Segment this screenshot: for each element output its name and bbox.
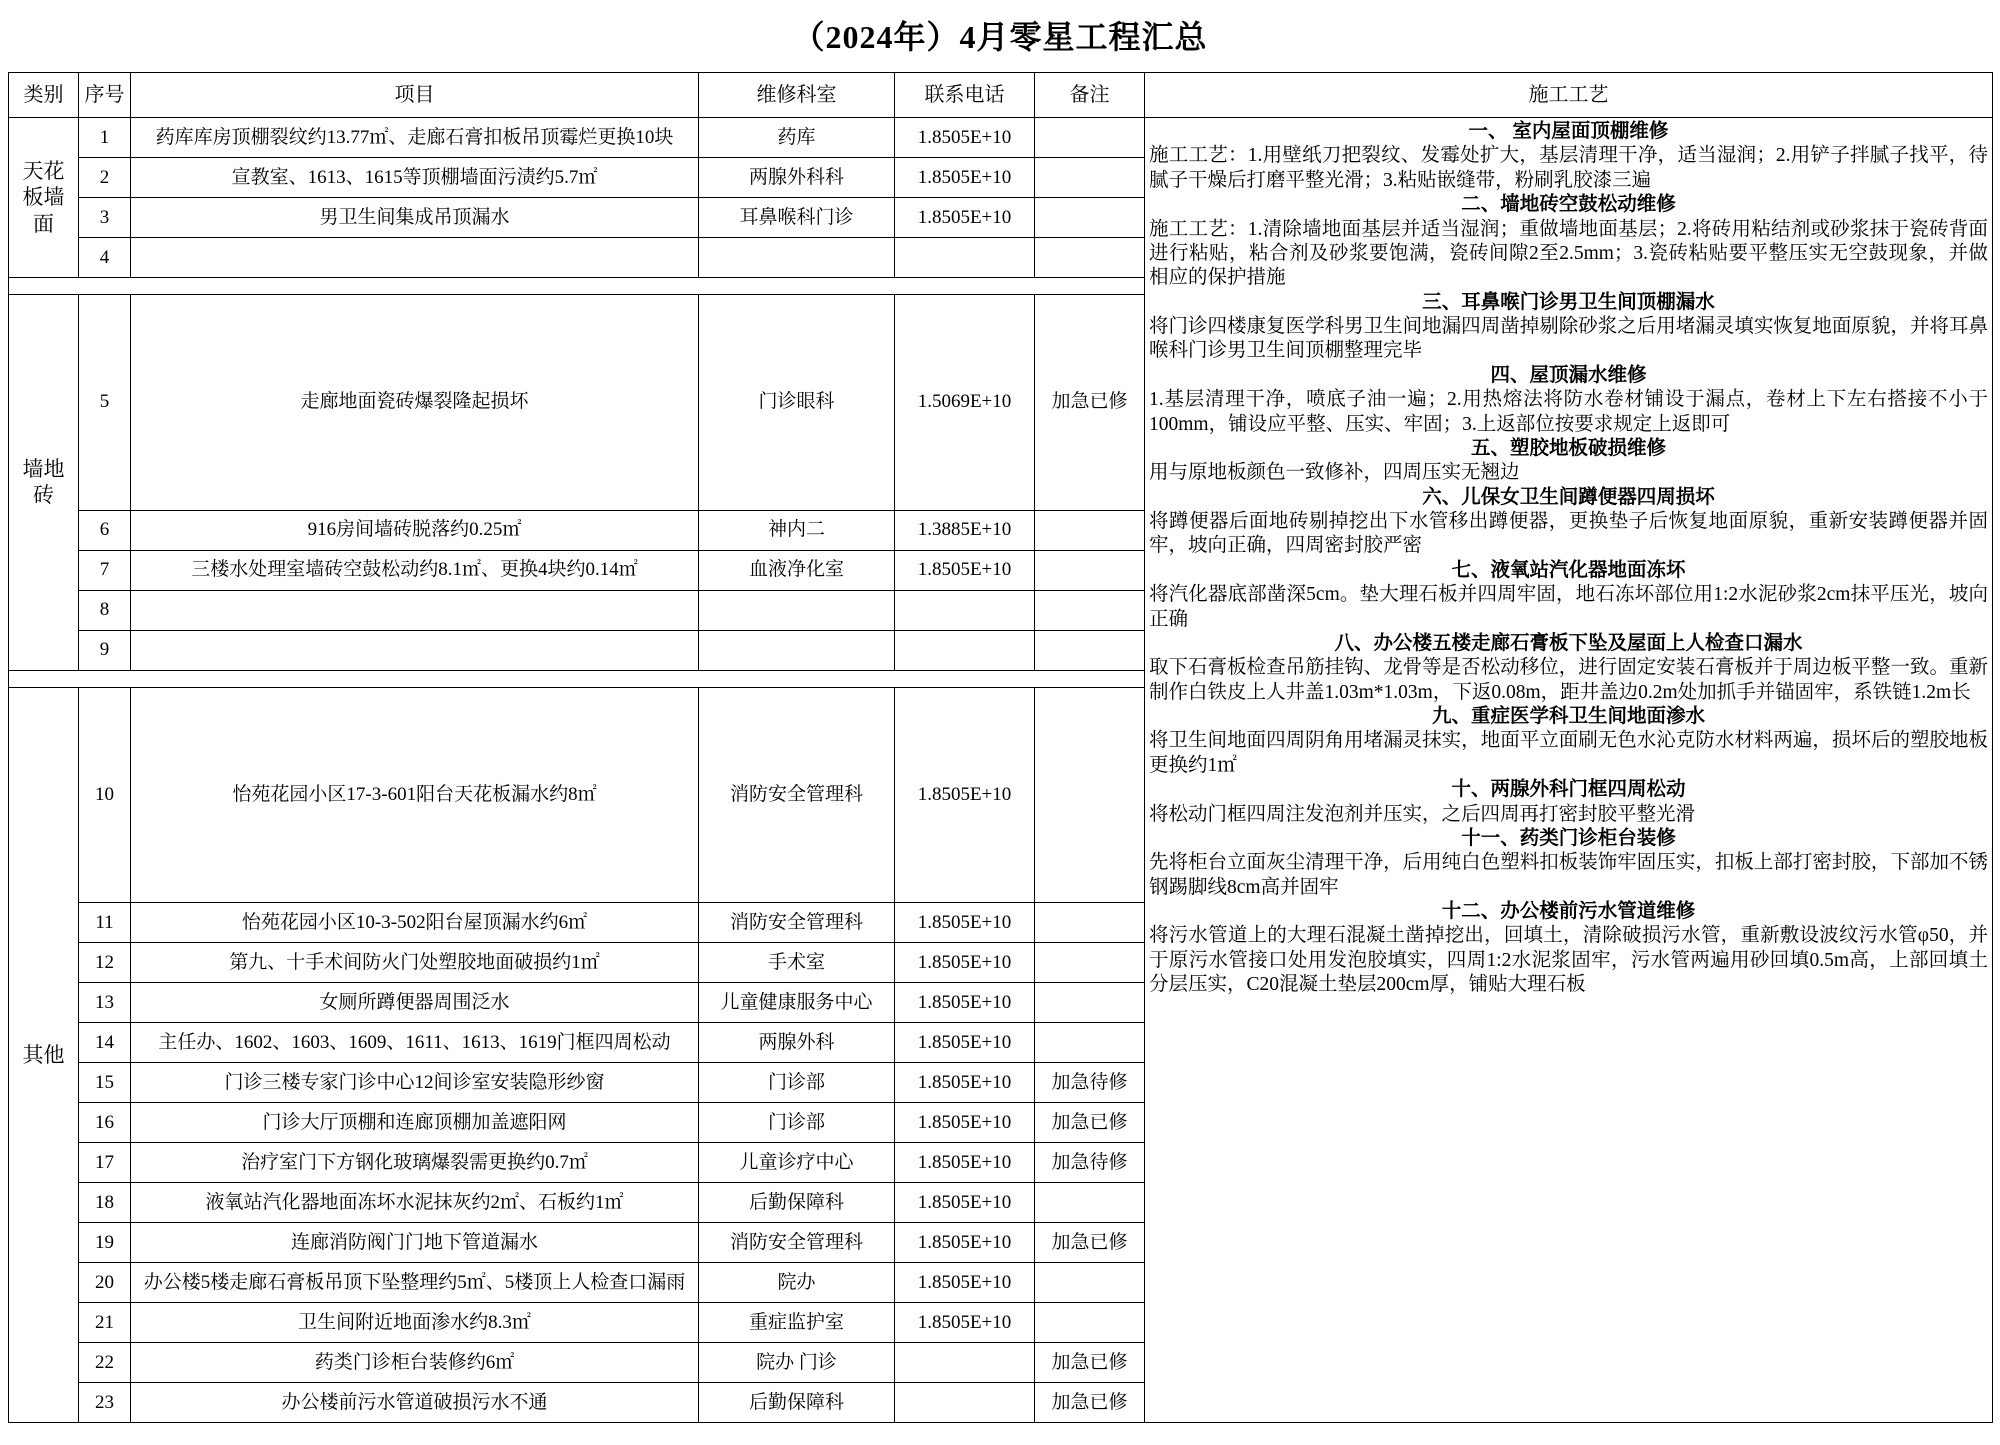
index-cell: 8: [79, 590, 131, 630]
phone-cell: 1.8505E+10: [895, 943, 1035, 983]
phone-cell: 1.3885E+10: [895, 510, 1035, 550]
project-cell: 门诊三楼专家门诊中心12间诊室安装隐形纱窗: [131, 1063, 699, 1103]
phone-cell: 1.8505E+10: [895, 687, 1035, 903]
department-cell: 后勤保障科: [699, 1383, 895, 1423]
phone-cell: 1.8505E+10: [895, 1223, 1035, 1263]
note-cell: [1035, 118, 1145, 158]
phone-cell: 1.8505E+10: [895, 903, 1035, 943]
project-cell: 卫生间附近地面渗水约8.3㎡: [131, 1303, 699, 1343]
index-cell: 1: [79, 118, 131, 158]
project-cell: [131, 238, 699, 278]
note-cell: [1035, 687, 1145, 903]
department-cell: 后勤保障科: [699, 1183, 895, 1223]
phone-cell: 1.8505E+10: [895, 1183, 1035, 1223]
department-cell: [699, 590, 895, 630]
phone-cell: 1.8505E+10: [895, 198, 1035, 238]
note-cell: 加急已修: [1035, 1383, 1145, 1423]
department-cell: 耳鼻喉科门诊: [699, 198, 895, 238]
department-cell: 手术室: [699, 943, 895, 983]
project-cell: 办公楼前污水管道破损污水不通: [131, 1383, 699, 1423]
craft-cell: [1145, 118, 1993, 1423]
project-cell: 女厕所蹲便器周围泛水: [131, 983, 699, 1023]
index-cell: 10: [79, 687, 131, 903]
index-cell: 7: [79, 550, 131, 590]
department-cell: 儿童诊疗中心: [699, 1143, 895, 1183]
craft-body: 将蹲便器后面地砖剔掉挖出下水管移出蹲便器，更换垫子后恢复地面原貌，重新安装蹲便器并固牢，坡向正确，四周密封胶严密: [1149, 511, 1988, 557]
craft-body: 将门诊四楼康复医学科男卫生间地漏四周凿掉剔除砂浆之后用堵漏灵填实恢复地面原貌，并将耳鼻喉科门诊男卫生间顶棚整理完毕: [1149, 316, 1988, 362]
craft-heading: 八、办公楼五楼走廊石膏板下坠及屋面上人检查口漏水: [1334, 632, 1803, 654]
header-department: 维修科室: [699, 73, 895, 118]
department-cell: 门诊部: [699, 1063, 895, 1103]
phone-cell: [895, 1383, 1035, 1423]
index-cell: 14: [79, 1023, 131, 1063]
craft-body: 1.基层清理干净，喷底子油一遍；2.用热熔法将防水卷材铺设于漏点，卷材上下左右搭接不小于100mm，铺设应平整、压实、牢固；3.上返部位按要求规定上返即可: [1149, 389, 1988, 435]
project-cell: 男卫生间集成吊顶漏水: [131, 198, 699, 238]
note-cell: [1035, 1023, 1145, 1063]
department-cell: 药库: [699, 118, 895, 158]
project-cell: 怡苑花园小区17-3-601阳台天花板漏水约8㎡: [131, 687, 699, 903]
project-cell: 走廊地面瓷砖爆裂隆起损坏: [131, 295, 699, 511]
index-cell: 3: [79, 198, 131, 238]
department-cell: 门诊部: [699, 1103, 895, 1143]
project-cell: 怡苑花园小区10-3-502阳台屋顶漏水约6㎡: [131, 903, 699, 943]
craft-body: 将卫生间地面四周阴角用堵漏灵抹实，地面平立面刷无色水沁克防水材料两遍，损坏后的塑胶地板更换约1㎡: [1149, 730, 1988, 776]
craft-body: 将松动门框四周注发泡剂并压实，之后四周再打密封胶平整光滑: [1149, 803, 1696, 825]
note-cell: 加急已修: [1035, 295, 1145, 511]
header-project: 项目: [131, 73, 699, 118]
index-cell: 22: [79, 1343, 131, 1383]
department-cell: 消防安全管理科: [699, 1223, 895, 1263]
phone-cell: 1.8505E+10: [895, 983, 1035, 1023]
project-cell: 液氧站汽化器地面冻坏水泥抹灰约2㎡、石板约1㎡: [131, 1183, 699, 1223]
project-cell: 药库库房顶棚裂纹约13.77㎡、走廊石膏扣板吊顶霉烂更换10块: [131, 118, 699, 158]
spacer-cell: [9, 670, 1145, 687]
header-index: 序号: [79, 73, 131, 118]
phone-cell: [895, 630, 1035, 670]
summary-table: [8, 72, 1993, 1423]
note-cell: [1035, 238, 1145, 278]
category-cell: 墙地砖: [9, 295, 79, 671]
phone-cell: [895, 238, 1035, 278]
project-cell: 宣教室、1613、1615等顶棚墙面污渍约5.7㎡: [131, 158, 699, 198]
note-cell: [1035, 903, 1145, 943]
project-cell: 三楼水处理室墙砖空鼓松动约8.1㎡、更换4块约0.14㎡: [131, 550, 699, 590]
index-cell: 11: [79, 903, 131, 943]
department-cell: 儿童健康服务中心: [699, 983, 895, 1023]
note-cell: 加急已修: [1035, 1343, 1145, 1383]
header-craft: 施工工艺: [1145, 73, 1993, 118]
phone-cell: 1.8505E+10: [895, 1063, 1035, 1103]
project-cell: 916房间墙砖脱落约0.25㎡: [131, 510, 699, 550]
index-cell: 6: [79, 510, 131, 550]
note-cell: [1035, 550, 1145, 590]
phone-cell: 1.8505E+10: [895, 1303, 1035, 1343]
phone-cell: [895, 1343, 1035, 1383]
phone-cell: 1.5069E+10: [895, 295, 1035, 511]
department-cell: 消防安全管理科: [699, 687, 895, 903]
department-cell: 院办: [699, 1263, 895, 1303]
header-category: 类别: [9, 73, 79, 118]
department-cell: 院办 门诊: [699, 1343, 895, 1383]
category-cell: 天花板墙面: [9, 118, 79, 278]
phone-cell: 1.8505E+10: [895, 1263, 1035, 1303]
project-cell: [131, 630, 699, 670]
index-cell: 12: [79, 943, 131, 983]
index-cell: 17: [79, 1143, 131, 1183]
note-cell: [1035, 630, 1145, 670]
craft-heading: 九、重症医学科卫生间地面渗水: [1431, 706, 1705, 727]
phone-cell: 1.8505E+10: [895, 550, 1035, 590]
table-header-row: [9, 73, 1993, 118]
category-cell: 其他: [9, 687, 79, 1423]
craft-heading: 六、儿保女卫生间蹲便器四周损坏: [1422, 486, 1715, 508]
note-cell: 加急已修: [1035, 1223, 1145, 1263]
department-cell: 重症监护室: [699, 1303, 895, 1343]
craft-heading: 七、液氧站汽化器地面冻坏: [1451, 559, 1686, 581]
craft-heading: 四、屋顶漏水维修: [1490, 364, 1647, 386]
craft-body: 取下石膏板检查吊筋挂钩、龙骨等是否松动移位，进行固定安装石膏板并于周边板平整一致。重新制作白铁皮上人井盖1.03m*1.03m，下返0.08m，距井盖边0.2m处加抓手并锚固牢，系铁链1.2m长: [1149, 657, 1988, 703]
note-cell: [1035, 1263, 1145, 1303]
craft-heading: 十、两腺外科门框四周松动: [1451, 779, 1686, 801]
department-cell: [699, 238, 895, 278]
index-cell: 9: [79, 630, 131, 670]
craft-heading: 五、塑胶地板破损维修: [1470, 437, 1666, 459]
project-cell: 连廊消防阀门门地下管道漏水: [131, 1223, 699, 1263]
phone-cell: [895, 590, 1035, 630]
project-cell: 门诊大厅顶棚和连廊顶棚加盖遮阳网: [131, 1103, 699, 1143]
craft-body: 施工工艺：1.用壁纸刀把裂纹、发霉处扩大，基层清理干净，适当湿润；2.用铲子拌腻子找平，待腻子干燥后打磨平整光滑；3.粘贴嵌缝带，粉刷乳胶漆三遍: [1149, 145, 1988, 191]
note-cell: [1035, 198, 1145, 238]
header-phone: 联系电话: [895, 73, 1035, 118]
craft-heading: 三、耳鼻喉门诊男卫生间顶棚漏水: [1422, 291, 1715, 313]
project-cell: 主任办、1602、1603、1609、1611、1613、1619门框四周松动: [131, 1023, 699, 1063]
department-cell: 血液净化室: [699, 550, 895, 590]
project-cell: 治疗室门下方钢化玻璃爆裂需更换约0.7㎡: [131, 1143, 699, 1183]
craft-body: 将汽化器底部凿深5cm。垫大理石板并四周牢固，地石冻坏部位用1:2水泥砂浆2cm抹平压光，坡向正确: [1149, 584, 1988, 630]
note-cell: [1035, 1303, 1145, 1343]
index-cell: 5: [79, 295, 131, 511]
index-cell: 16: [79, 1103, 131, 1143]
project-cell: [131, 590, 699, 630]
note-cell: 加急已修: [1035, 1103, 1145, 1143]
index-cell: 23: [79, 1383, 131, 1423]
note-cell: 加急待修: [1035, 1143, 1145, 1183]
index-cell: 18: [79, 1183, 131, 1223]
phone-cell: 1.8505E+10: [895, 1103, 1035, 1143]
index-cell: 21: [79, 1303, 131, 1343]
note-cell: [1035, 983, 1145, 1023]
index-cell: 15: [79, 1063, 131, 1103]
note-cell: 加急待修: [1035, 1063, 1145, 1103]
craft-heading: 一、 室内屋面顶棚维修: [1468, 121, 1669, 142]
note-cell: [1035, 590, 1145, 630]
note-cell: [1035, 158, 1145, 198]
project-cell: 办公楼5楼走廊石膏板吊顶下坠整理约5㎡、5楼顶上人检查口漏雨: [131, 1263, 699, 1303]
spacer-cell: [9, 278, 1145, 295]
index-cell: 13: [79, 983, 131, 1023]
craft-content: [1149, 120, 1988, 1420]
index-cell: 19: [79, 1223, 131, 1263]
phone-cell: 1.8505E+10: [895, 1023, 1035, 1063]
craft-body: 先将柜台立面灰尘清理干净，后用纯白色塑料扣板装饰牢固压实，扣板上部打密封胶，下部加不锈钢踢脚线8cm高并固牢: [1149, 852, 1988, 898]
craft-body: 施工工艺：1.清除墙地面基层并适当湿润；重做墙地面基层；2.将砖用粘结剂或砂浆抹于瓷砖背面进行粘贴，粘合剂及砂浆要饱满，瓷砖间隙2至2.5mm；3.瓷砖粘贴要平整压实无空鼓现象，并做相应的保护措施: [1149, 218, 1988, 289]
department-cell: 门诊眼科: [699, 295, 895, 511]
project-cell: 第九、十手术间防火门处塑胶地面破损约1㎡: [131, 943, 699, 983]
phone-cell: 1.8505E+10: [895, 1143, 1035, 1183]
note-cell: [1035, 943, 1145, 983]
index-cell: 2: [79, 158, 131, 198]
craft-heading: 十二、办公楼前污水管道维修: [1441, 901, 1696, 922]
craft-body: 用与原地板颜色一致修补，四周压实无翘边: [1149, 462, 1520, 484]
department-cell: [699, 630, 895, 670]
note-cell: [1035, 510, 1145, 550]
table-row: [9, 118, 1993, 158]
index-cell: 4: [79, 238, 131, 278]
craft-body: 将污水管道上的大理石混凝土凿掉挖出，回填土，清除破损污水管，重新敷设波纹污水管φ50，并于原污水管接口处用发泡胶填实，四周1:2水泥浆固牢，污水管两遍用砂回填0.5m高，上部回填土分层压实，C20混凝土垫层200cm厚，铺贴大理石板: [1149, 925, 1988, 996]
department-cell: 消防安全管理科: [699, 903, 895, 943]
page-title: （2024年）4月零星工程汇总: [792, 19, 1208, 55]
project-cell: 药类门诊柜台装修约6㎡: [131, 1343, 699, 1383]
header-note: 备注: [1035, 73, 1145, 118]
index-cell: 20: [79, 1263, 131, 1303]
craft-heading: 十一、药类门诊柜台装修: [1461, 827, 1676, 849]
department-cell: 两腺外科科: [699, 158, 895, 198]
department-cell: 两腺外科: [699, 1023, 895, 1063]
craft-heading: 二、墙地砖空鼓松动维修: [1461, 194, 1676, 216]
note-cell: [1035, 1183, 1145, 1223]
department-cell: 神内二: [699, 510, 895, 550]
phone-cell: 1.8505E+10: [895, 118, 1035, 158]
phone-cell: 1.8505E+10: [895, 158, 1035, 198]
